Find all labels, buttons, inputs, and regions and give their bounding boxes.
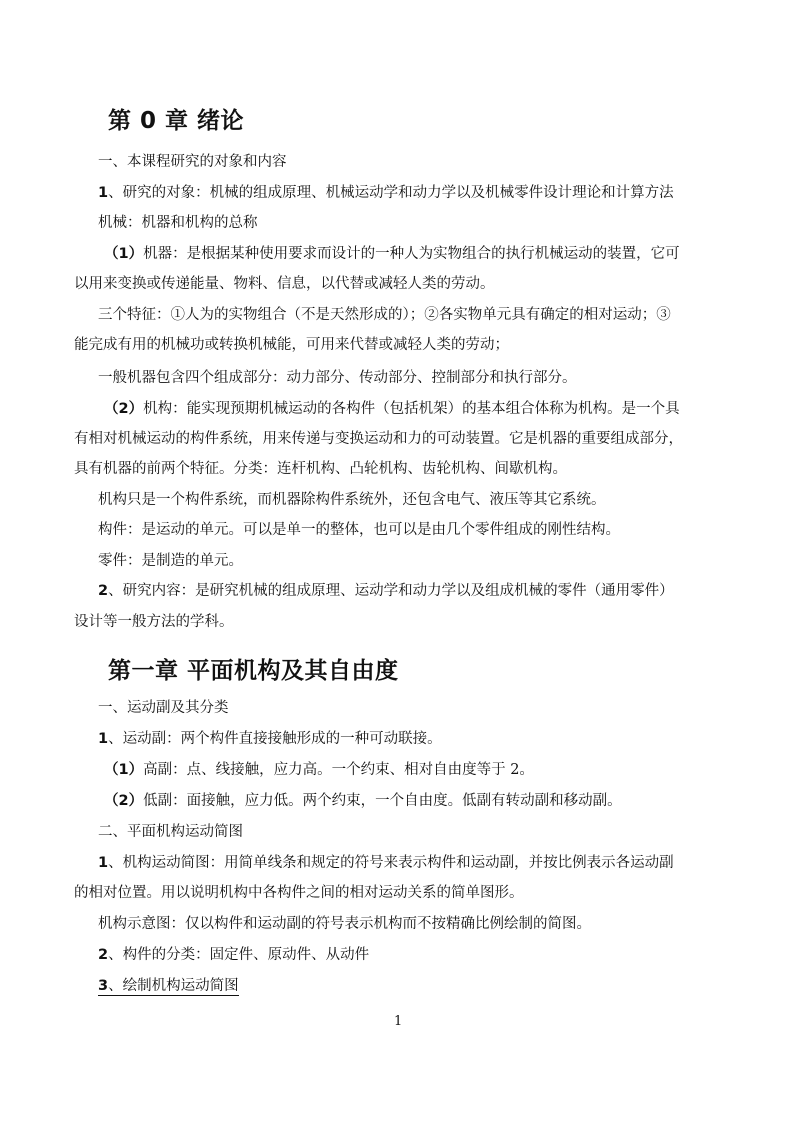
paragraph: 构件：是运动的单元。可以是单一的整体，也可以是由几个零件组成的刚性结构。 [98,522,620,538]
paragraph-text: 机构：能实现预期机械运动的各构件（包括机架）的基本组合体称为机构。是一个具 [143,401,680,417]
paragraph [98,729,794,749]
chapter-0-title: 第 0 章 绪论 [108,108,245,134]
paragraph-text: 、研究内容：是研究机械的组成原理、运动学和动力学以及组成机械的零件（通用零件） [108,583,674,599]
paragraph [98,853,794,873]
paragraph-text: 、运动副：两个构件直接接触形成的一种可动联接。 [108,731,442,747]
section-heading: 二、平面机构运动简图 [98,824,243,840]
paragraph-text: 机器：是根据某种使用要求而设计的一种人为实物组合的执行机械运动的装置，它可 [143,246,680,262]
item-number: 2 [98,583,109,599]
paragraph-text: 、机构运动简图：用简单线条和规定的符号来表示构件和运动副，并按比例表示各运动副 [108,855,674,871]
section-heading: 一、运动副及其分类 [98,700,229,716]
paragraph-continuation: 的相对位置。用以说明机构中各构件之间的相对运动关系的简单图形。 [74,885,524,901]
paragraph: 机构只是一个构件系统，而机器除构件系统外，还包含电气、液压等其它系统。 [98,492,606,508]
paragraph [104,244,794,264]
item-number: 1 [98,185,109,201]
paragraph [98,581,794,601]
item-number: （1） [104,246,144,262]
paragraph: 机构示意图：仅以构件和运动副的符号表示机构而不按精确比例绘制的简图。 [98,916,591,932]
paragraph: 机械：机器和机构的总称 [98,215,258,231]
item-number: 2 [98,947,109,963]
paragraph-continuation: 能完成有用的机械功或转换机械能，可用来代替或减轻人类的劳动； [74,337,509,353]
paragraph [104,791,794,811]
paragraph-continuation: 具有机器的前两个特征。分类：连杆机构、凸轮机构、齿轮机构、间歇机构。 [74,461,567,477]
paragraph: 三个特征：①人为的实物组合（不是天然形成的）；②各实物单元具有确定的相对运动；③ [98,307,671,323]
page-number: 1 [394,1014,403,1029]
item-number: 1 [98,855,109,871]
paragraph: 零件：是制造的单元。 [98,553,243,569]
item-number: （1） [104,762,144,778]
paragraph-text: 、构件的分类：固定件、原动件、从动件 [108,947,370,963]
paragraph: 一般机器包含四个组成部分：动力部分、传动部分、控制部分和执行部分。 [98,370,577,386]
paragraph [98,945,794,965]
paragraph [98,976,794,996]
underlined-heading [98,978,239,996]
paragraph-continuation: 以用来变换或传递能量、物料、信息，以代替或减轻人类的劳动。 [74,276,495,292]
paragraph-continuation: 有相对机械运动的构件系统，用来传递与变换运动和力的可动装置。它是机器的重要组成部分， [74,431,683,447]
item-number: （2） [104,401,144,417]
paragraph [104,399,794,419]
item-number: 3 [98,978,109,994]
paragraph [104,760,794,780]
paragraph-text: 低副：面接触，应力低。两个约束，一个自由度。低副有转动副和移动副。 [143,793,622,809]
item-number: 1 [98,731,109,747]
paragraph-continuation: 设计等一般方法的学科。 [74,614,234,630]
paragraph-text: 、研究的对象：机械的组成原理、机械运动学和动力学以及机械零件设计理论和计算方法 [108,185,674,201]
section-heading: 一、本课程研究的对象和内容 [98,154,287,170]
paragraph-text: 高副：点、线接触，应力高。一个约束、相对自由度等于 2。 [143,762,534,778]
paragraph-text: 、绘制机构运动简图 [108,978,239,994]
item-number: （2） [104,793,144,809]
paragraph [98,183,794,203]
chapter-1-title: 第一章 平面机构及其自由度 [108,658,399,684]
